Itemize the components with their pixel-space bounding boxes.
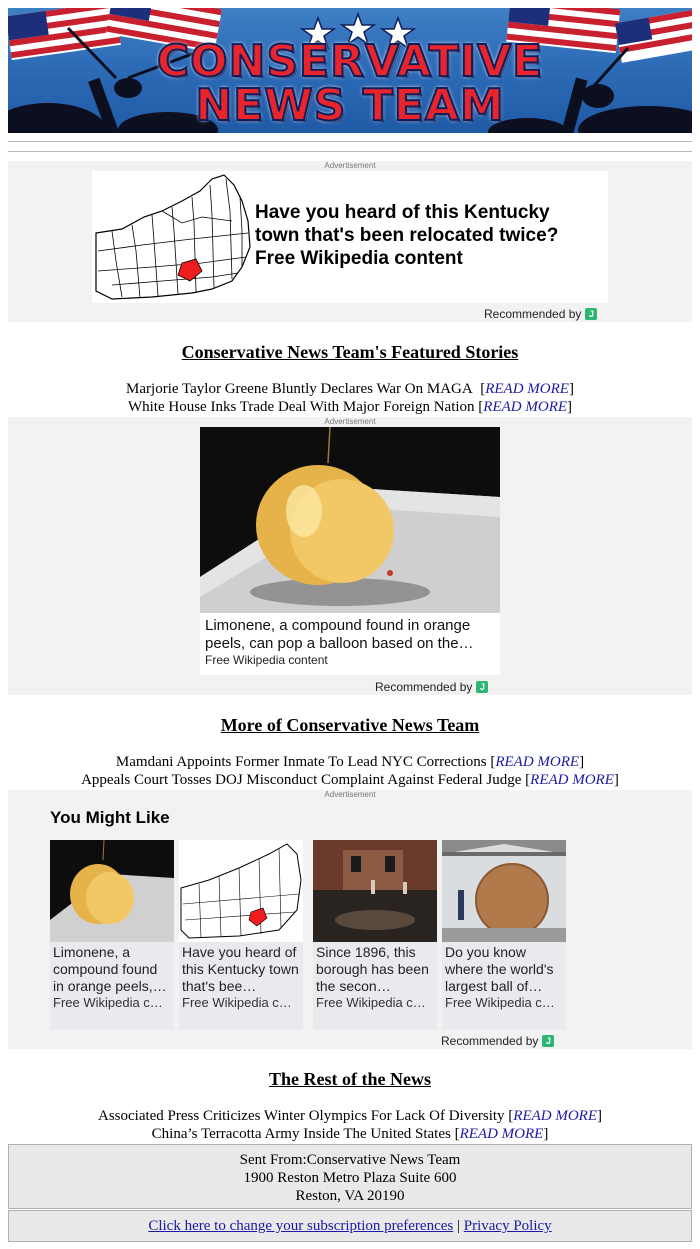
- read-more-link[interactable]: READ MORE: [495, 754, 580, 770]
- tile-headline: Limonene, a compound found in orange peels,…: [53, 944, 167, 994]
- tile-source: Free Wikipedia c…: [445, 995, 555, 1010]
- recommendation-tile[interactable]: [179, 840, 303, 1030]
- ad-headline: Have you heard of this Kentucky town that's been relocated twice?: [255, 202, 559, 246]
- subscription-preferences-link[interactable]: Click here to change your subscription preferences: [148, 1218, 454, 1234]
- story-item[interactable]: China’s Terracotta Army Inside The United States [READ MORE]: [151, 1126, 549, 1142]
- privacy-policy-link[interactable]: Privacy Policy: [463, 1218, 552, 1234]
- read-more-link[interactable]: READ MORE: [513, 1108, 598, 1124]
- recommended-by[interactable]: [375, 680, 488, 694]
- tile-image: [50, 840, 174, 942]
- recommended-by[interactable]: [441, 1034, 554, 1048]
- read-more-link[interactable]: READ MORE: [459, 1126, 544, 1142]
- read-more-link[interactable]: READ MORE: [483, 399, 568, 415]
- recommendation-tile[interactable]: [50, 840, 174, 1030]
- ad-caption[interactable]: [200, 613, 500, 675]
- ad-source: Free Wikipedia content: [255, 248, 463, 269]
- tile-image: [179, 840, 303, 942]
- divider: [8, 141, 692, 142]
- tile-headline: Have you heard of this Kentucky town that's bee…: [182, 944, 299, 994]
- recommended-label: Recommended by: [375, 680, 473, 694]
- link-separator: |: [456, 1218, 460, 1234]
- address-line-1: 1900 Reston Metro Plaza Suite 600: [243, 1170, 457, 1186]
- recommender-logo-icon: J: [542, 1035, 554, 1047]
- recommender-logo-icon: J: [476, 681, 488, 693]
- ad-headline-link[interactable]: [255, 201, 595, 270]
- recommended-label: Recommended by: [484, 307, 582, 321]
- advertisement-limonene: [8, 417, 692, 695]
- banner-title-line2: NEWS TEAM: [195, 80, 505, 131]
- story-item[interactable]: Marjorie Taylor Greene Bluntly Declares War On MAGA [READ MORE]: [126, 381, 574, 397]
- story-title[interactable]: White House Inks Trade Deal With Major Foreign Nation: [127, 399, 475, 415]
- balloon-image: [200, 427, 500, 613]
- read-more-link[interactable]: READ MORE: [485, 381, 569, 397]
- tile-source: Free Wikipedia c…: [182, 995, 292, 1010]
- story-title[interactable]: Marjorie Taylor Greene Bluntly Declares War On MAGA: [126, 381, 473, 397]
- story-item[interactable]: Appeals Court Tosses DOJ Misconduct Complaint Against Federal Judge [READ MORE]: [81, 772, 619, 788]
- ad-source: Free Wikipedia content: [205, 653, 328, 667]
- recommended-label: Recommended by: [441, 1034, 539, 1048]
- address-line-2: Reston, VA 20190: [295, 1188, 405, 1204]
- kentucky-map-image: [92, 171, 252, 303]
- advertisement-kentucky: [8, 161, 692, 322]
- story-item[interactable]: Mamdani Appoints Former Inmate To Lead NYC Corrections [READ MORE]: [115, 754, 585, 770]
- section-title-rest: The Rest of the News: [269, 1069, 431, 1089]
- story-title[interactable]: Associated Press Criticizes Winter Olympics For Lack Of Diversity: [97, 1108, 505, 1124]
- ad-label: Advertisement: [324, 790, 376, 799]
- recommendation-tile[interactable]: [313, 840, 437, 1030]
- story-title[interactable]: Appeals Court Tosses DOJ Misconduct Complaint Against Federal Judge: [81, 772, 522, 788]
- read-more-link[interactable]: READ MORE: [530, 772, 614, 788]
- header-banner[interactable]: [8, 8, 692, 133]
- footer-links: [8, 1210, 692, 1242]
- recommendation-tile[interactable]: [442, 840, 566, 1030]
- ad-image[interactable]: [200, 427, 500, 613]
- ad-headline: Limonene, a compound found in orange peels, can pop a balloon based on the…: [205, 617, 474, 652]
- ad-label: Advertisement: [324, 417, 376, 426]
- divider: [8, 151, 692, 152]
- section-title-featured: Conservative News Team's Featured Stories: [181, 342, 519, 362]
- story-item[interactable]: White House Inks Trade Deal With Major Foreign Nation [READ MORE]: [127, 399, 573, 415]
- recommender-logo-icon: J: [585, 308, 597, 320]
- story-item[interactable]: Associated Press Criticizes Winter Olympics For Lack Of Diversity [READ MORE]: [97, 1108, 603, 1124]
- footer-address: [8, 1144, 692, 1209]
- tile-image: [313, 840, 437, 942]
- tile-headline: Since 1896, this borough has been the secon…: [316, 944, 429, 994]
- tile-source: Free Wikipedia c…: [316, 995, 426, 1010]
- you-might-like-title: You Might Like: [50, 808, 170, 827]
- story-title[interactable]: China’s Terracotta Army Inside The United States: [151, 1126, 451, 1142]
- story-title[interactable]: Mamdani Appoints Former Inmate To Lead NYC Corrections: [115, 754, 487, 770]
- section-title-more: More of Conservative News Team: [220, 715, 480, 735]
- sent-from: Sent From:Conservative News Team: [239, 1152, 461, 1168]
- tile-image: [442, 840, 566, 942]
- tile-source: Free Wikipedia c…: [53, 995, 163, 1010]
- recommended-by[interactable]: [484, 307, 597, 321]
- ad-card[interactable]: [92, 171, 608, 303]
- advertisement-you-might-like: [8, 790, 692, 1049]
- tile-headline: Do you know where the world's largest ball of…: [445, 944, 554, 994]
- ad-label: Advertisement: [324, 161, 376, 170]
- banner-title-line1: CONSERVATIVE: [156, 36, 544, 87]
